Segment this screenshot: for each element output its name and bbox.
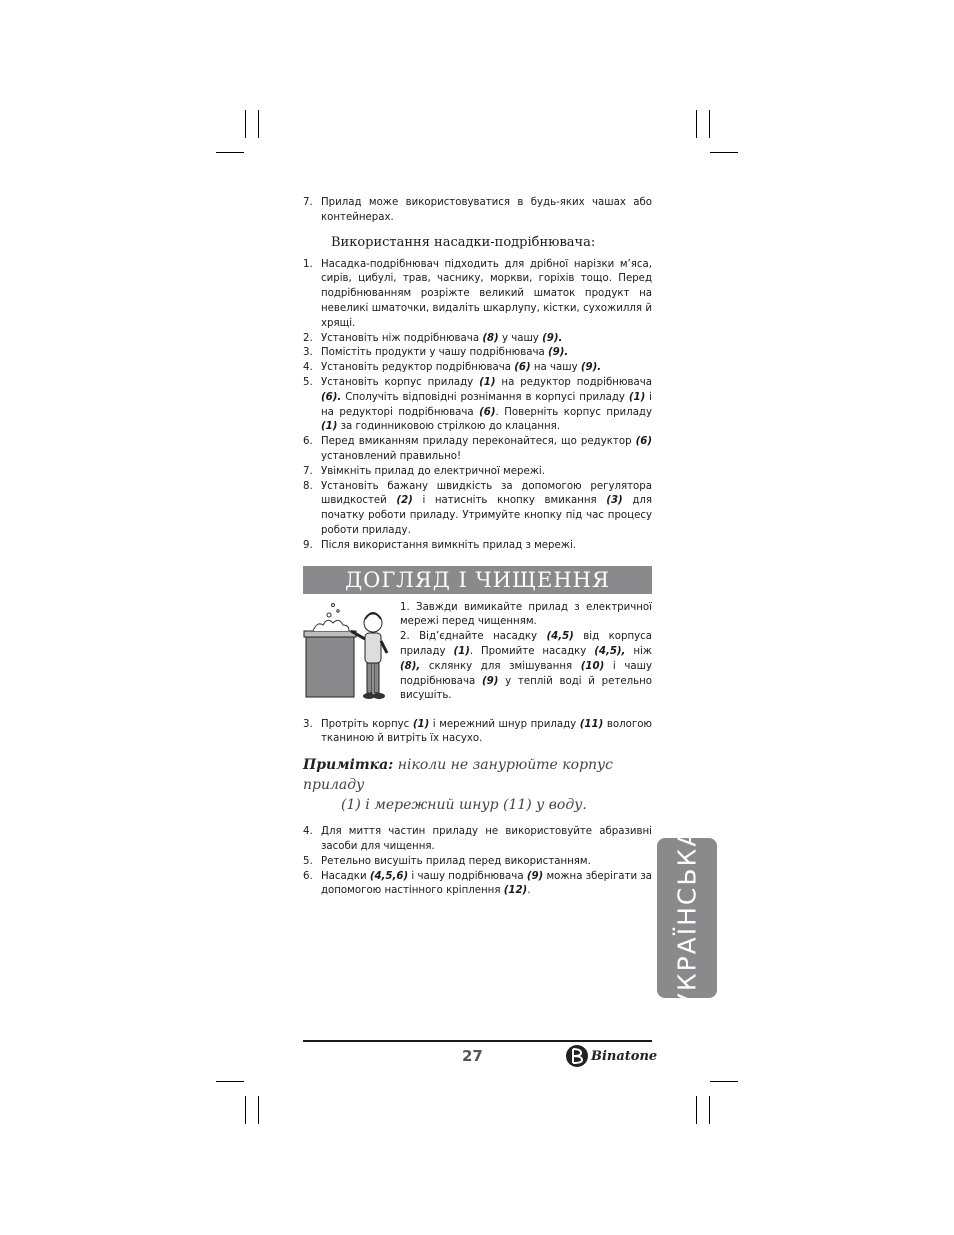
list-item — [303, 825, 652, 855]
side-tab-label: УКРАЇНСЬКА — [672, 827, 702, 1009]
text-fragment: і чашу подрібнювача — [400, 660, 652, 687]
item-number: 4. — [303, 826, 313, 838]
text-fragment: склянку для змішування — [420, 660, 581, 672]
part-reference: (6). — [321, 391, 342, 403]
crop-mark — [709, 110, 710, 138]
text-fragment: для початку роботи приладу. Утримуйте кнопку під час процесу роботи приладу. — [321, 495, 653, 536]
part-reference: (3) — [606, 495, 623, 507]
footer-rule — [303, 1040, 652, 1042]
subheading: Використання насадки-подрібнювача: — [331, 234, 596, 250]
text-fragment: . Промийте насадку — [469, 645, 595, 657]
person-washing-dishes-icon — [303, 601, 400, 711]
part-reference: (8), — [400, 660, 421, 672]
text-fragment: і натисніть кнопку вмикання — [412, 495, 607, 507]
part-reference: (9). — [580, 362, 602, 374]
part-reference: (6) — [514, 362, 531, 374]
item-number: 2. — [303, 332, 313, 344]
page-content — [303, 196, 652, 899]
item-text: Прилад може використовуватися в будь-яких чашах або контейнерах. — [321, 197, 652, 223]
list-item — [303, 480, 652, 539]
text-fragment: у чашу — [498, 332, 543, 344]
crop-mark — [696, 110, 697, 138]
text-fragment: Ретельно висушіть прилад перед використанням. — [321, 855, 591, 867]
item-number: 9. — [303, 539, 313, 551]
text-fragment: Перед вмиканням приладу переконайтеся, що редуктор — [321, 436, 636, 448]
crop-mark — [245, 110, 246, 138]
care-intro-paragraph — [400, 630, 652, 704]
text-fragment: Установіть корпус приладу — [321, 376, 480, 388]
text-fragment: . — [527, 885, 531, 897]
item-number: 3. — [303, 718, 313, 730]
text-fragment: Після використання вимкніть прилад з мережі. — [321, 539, 577, 551]
text-fragment: на чашу — [530, 362, 581, 374]
part-reference: (9) — [482, 675, 499, 687]
text-fragment: і мережний шнур приладу — [429, 718, 580, 730]
brand-logo — [565, 1044, 657, 1068]
item-number: 6. — [303, 870, 313, 882]
text-fragment: . Поверніть корпус приладу — [495, 406, 653, 418]
list-item — [303, 376, 652, 435]
crop-mark — [245, 1096, 246, 1124]
note-line1: ніколи не занурюйте корпус приладу — [303, 757, 614, 794]
text-fragment: на редуктор подрібнювача — [495, 376, 652, 388]
section-title-bar — [303, 566, 652, 594]
part-reference: (12) — [503, 885, 528, 897]
note-line2: (1) і мережний шнур (11) у воду. — [341, 797, 587, 814]
text-fragment: вологою тканиною й витріть їх насухо. — [321, 718, 652, 745]
part-reference: (9) — [526, 870, 544, 882]
list-item — [303, 361, 652, 376]
brand-name: Binatone — [591, 1048, 658, 1064]
text-fragment: Установіть редуктор подрібнювача — [321, 362, 515, 374]
part-reference: (9). — [542, 332, 563, 344]
crop-mark — [696, 1096, 697, 1124]
part-reference: (10) — [580, 660, 605, 672]
text-fragment: Установіть бажану швидкість за допомогою регулятора швидкостей — [321, 480, 652, 507]
text-fragment: у теплій воді й ретельно висушіть. — [400, 675, 652, 702]
text-fragment: ніж — [625, 645, 652, 657]
crop-mark — [258, 110, 259, 138]
item-number: 1. — [303, 258, 313, 270]
part-reference: (8) — [482, 332, 499, 344]
care-intro-text — [400, 601, 652, 705]
text-fragment: Увімкніть прилад до електричної мережі. — [321, 465, 545, 477]
item-number: 7. — [303, 465, 313, 477]
text-fragment: 1. Завжди вимикайте прилад з електричної мережі перед чищенням. — [400, 601, 652, 628]
crop-mark — [258, 1096, 259, 1124]
list-item — [303, 870, 652, 900]
text-fragment: Помістіть продукти у чашу подрібнювача — [321, 347, 548, 359]
list-item — [303, 346, 652, 361]
part-reference: (4,5,6) — [369, 870, 409, 882]
text-fragment: установлений правильно! — [321, 450, 462, 462]
care-intro — [303, 601, 652, 711]
crop-mark — [216, 1081, 244, 1082]
text-fragment: Насадка-подрібнювач підходить для дрібної нарізки м’яса, сирів, цибулі, трав, часнику, моркви, горіхів тощо. Перед подрібнюванням розріжте великий шматок продукт на невеликі шматочки, видаліть шкарлупу, кістки, сухожилля й хрящі. — [321, 258, 652, 329]
care-more-list — [303, 825, 652, 899]
item-number: 5. — [303, 855, 313, 867]
part-reference: (1) — [628, 391, 646, 403]
binatone-logo-icon — [565, 1044, 589, 1068]
text-fragment: можна зберігати за допомогою настінного кріплення — [321, 870, 653, 897]
part-reference: (2) — [396, 495, 413, 507]
part-reference: (6) — [479, 406, 496, 418]
text-fragment: 2. Від’єднайте насадку — [400, 631, 547, 643]
language-side-tab — [657, 827, 717, 1009]
list-item — [303, 196, 652, 226]
top-list — [303, 196, 652, 226]
text-fragment: і чашу подрібнювача — [408, 870, 527, 882]
note-label: Примітка: — [303, 757, 394, 774]
part-reference: (1) — [412, 718, 430, 730]
list-item — [303, 258, 652, 332]
care-step3 — [303, 718, 652, 748]
chopper-steps-list — [303, 258, 652, 554]
crop-mark — [710, 1081, 738, 1082]
item-number: 4. — [303, 362, 313, 374]
text-fragment: Протріть корпус — [321, 718, 413, 730]
item-number: 6. — [303, 436, 313, 448]
list-item — [303, 332, 652, 347]
part-reference: (4,5), — [594, 645, 626, 657]
list-item — [303, 855, 652, 870]
item-number: 5. — [303, 376, 313, 388]
page-number: 27 — [462, 1047, 483, 1065]
part-reference: (1) — [453, 645, 470, 657]
text-fragment: Для миття частин приладу не використовуйте абразивні засоби для чищення. — [321, 826, 652, 852]
section-title: ДОГЛЯД І ЧИЩЕННЯ — [345, 567, 610, 592]
care-intro-paragraph — [400, 601, 652, 631]
list-item — [303, 539, 652, 554]
part-reference: (1) — [479, 376, 496, 388]
crop-mark — [709, 1096, 710, 1124]
text-fragment: і на редукторі подрібнювача — [321, 391, 652, 418]
part-reference: (4,5) — [546, 631, 574, 643]
text-fragment: від корпуса приладу — [400, 631, 652, 657]
text-fragment: Установіть ніж подрібнювача — [321, 332, 483, 344]
item-number: 7. — [303, 197, 313, 208]
part-reference: (1) — [321, 421, 338, 433]
text-fragment: Сполучіть відповідні рознімання в корпусі приладу — [341, 391, 629, 403]
note — [303, 755, 652, 815]
list-item — [303, 718, 652, 748]
crop-mark — [216, 152, 244, 153]
text-fragment: Насадки — [321, 870, 370, 882]
part-reference: (9). — [547, 347, 569, 359]
part-reference: (11) — [579, 718, 604, 730]
crop-mark — [710, 152, 738, 153]
item-number: 3. — [303, 347, 313, 359]
list-item — [303, 435, 652, 465]
list-item — [303, 465, 652, 480]
part-reference: (6) — [635, 436, 652, 448]
item-number: 8. — [303, 480, 313, 492]
text-fragment: за годинниковою стрілкою до клацання. — [337, 421, 561, 433]
